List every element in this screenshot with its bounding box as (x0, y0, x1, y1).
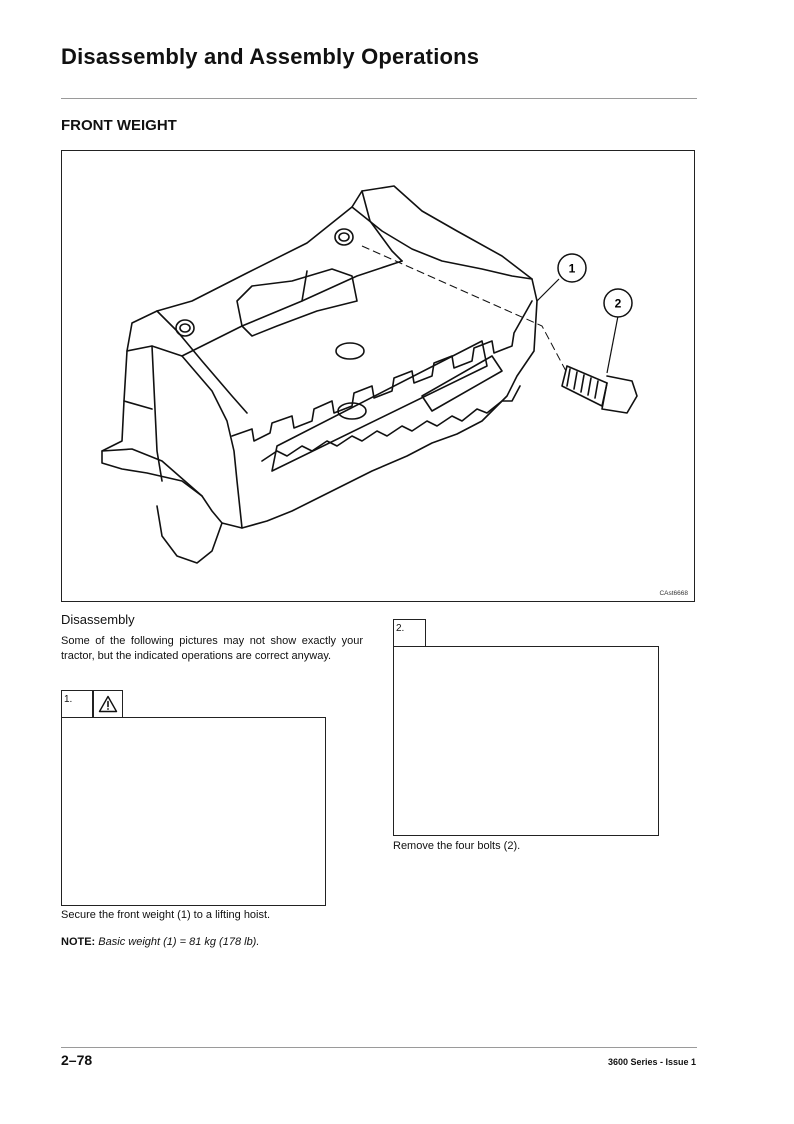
page-title: Disassembly and Assembly Operations (61, 44, 480, 69)
step-2-caption: Remove the four bolts (2). (393, 840, 521, 852)
footer-divider (61, 1047, 697, 1048)
warning-triangle-icon (98, 695, 118, 713)
figure-code: CAst6668 (659, 590, 688, 597)
weight-body-outline (102, 186, 537, 528)
disassembly-intro: Some of the following pictures may not show exactly your tractor, but the indicated operations are correct anyway. (61, 635, 363, 662)
step-1-warning-tab (93, 690, 123, 717)
header-divider (61, 98, 697, 99)
note-text: Basic weight (1) = 81 kg (178 lb). (98, 936, 260, 948)
disassembly-heading: Disassembly (61, 612, 135, 627)
front-weight-drawing (62, 151, 696, 603)
callout-1-label: 1 (568, 261, 576, 276)
series-issue: 3600 Series - Issue 1 (607, 1057, 696, 1067)
weight-foot (157, 506, 222, 563)
step-2-image-frame (393, 646, 659, 836)
front-weight-illustration (61, 150, 695, 602)
step-1-image-frame (61, 717, 326, 906)
callout-2-label: 2 (614, 296, 622, 311)
note-label: NOTE: (61, 936, 96, 948)
section-title: FRONT WEIGHT (61, 117, 177, 134)
page-number: 2–78 (61, 1052, 93, 1068)
step-1-note (61, 936, 259, 948)
step-1-number-tab (61, 690, 93, 717)
step-2-number: 2. (396, 623, 405, 634)
bolt-drawing (562, 366, 637, 413)
step-1-number: 1. (64, 694, 73, 705)
step-2-number-tab (393, 619, 426, 646)
step-1-caption: Secure the front weight (1) to a lifting hoist. (61, 909, 271, 921)
